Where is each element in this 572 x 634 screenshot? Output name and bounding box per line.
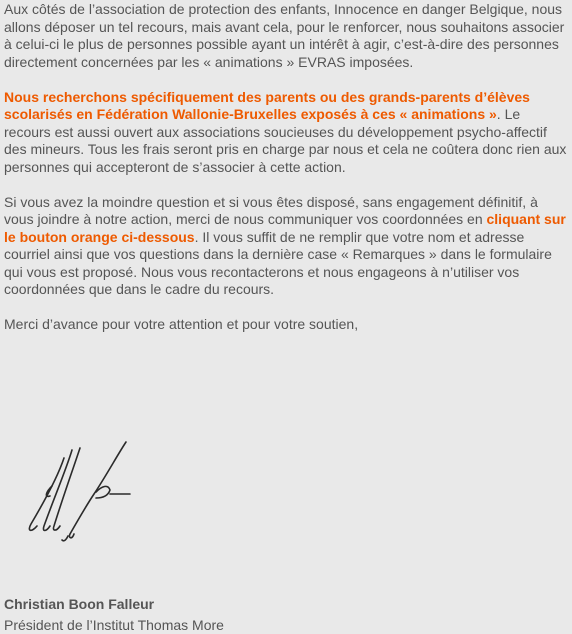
highlight-target-audience: Nous recherchons spécifiquement des parents ou des grands-parents d’élèves scolarisés en Fédération Wallonie-Bruxelles exposés à ces « animations » <box>4 88 530 122</box>
letter-content <box>4 1 568 334</box>
paragraph-instructions-start: Si vous avez la moindre question et si vous êtes disposé, sans engagement définitif, à vous joindre à notre action, merci de nous communiquer vos coordonnées en <box>4 193 538 227</box>
signer-block <box>4 596 568 634</box>
paragraph-intro: Aux côtés de l’association de protection des enfants, Innocence en danger Belgique, nous allons déposer un tel recours, mais avant cela, pour le renforcer, nous souhaitons associer à celui-ci le plus de personnes possible ayant un intérêt à agir, c’est-à-dire des personnes directement concernées par les « animations » EVRAS imposées. <box>4 1 565 70</box>
paragraph-thanks: Merci d’avance pour votre attention et pour votre soutien, <box>4 316 359 332</box>
paragraph-instructions <box>4 194 568 299</box>
signer-title: Président de l’Institut Thomas More <box>4 616 224 633</box>
signature-icon <box>22 436 142 546</box>
paragraph-call-for-parents <box>4 89 568 177</box>
paragraph-call-for-parents-rest: . Le recours est aussi ouvert aux associations soucieuses du développement psycho-affectif des mineurs. Tous les frais seront pris en charge par nous et cela ne coûtera donc rien aux personnes qui accepteront de s’associer à cette action. <box>4 106 567 175</box>
highlight-orange-button-hint: cliquant sur le bouton orange ci-dessous <box>4 211 566 245</box>
paragraph-instructions-rest: . Il vous suffit de ne remplir que votre nom et adresse courriel ainsi que vos questions dans la dernière case « Remarques » dans le formulaire qui vous est proposé. Nous vous recontacterons et nous engageons à n’utiliser vos coordonnées que dans le cadre du recours. <box>4 228 552 297</box>
signer-name: Christian Boon Falleur <box>4 596 155 612</box>
